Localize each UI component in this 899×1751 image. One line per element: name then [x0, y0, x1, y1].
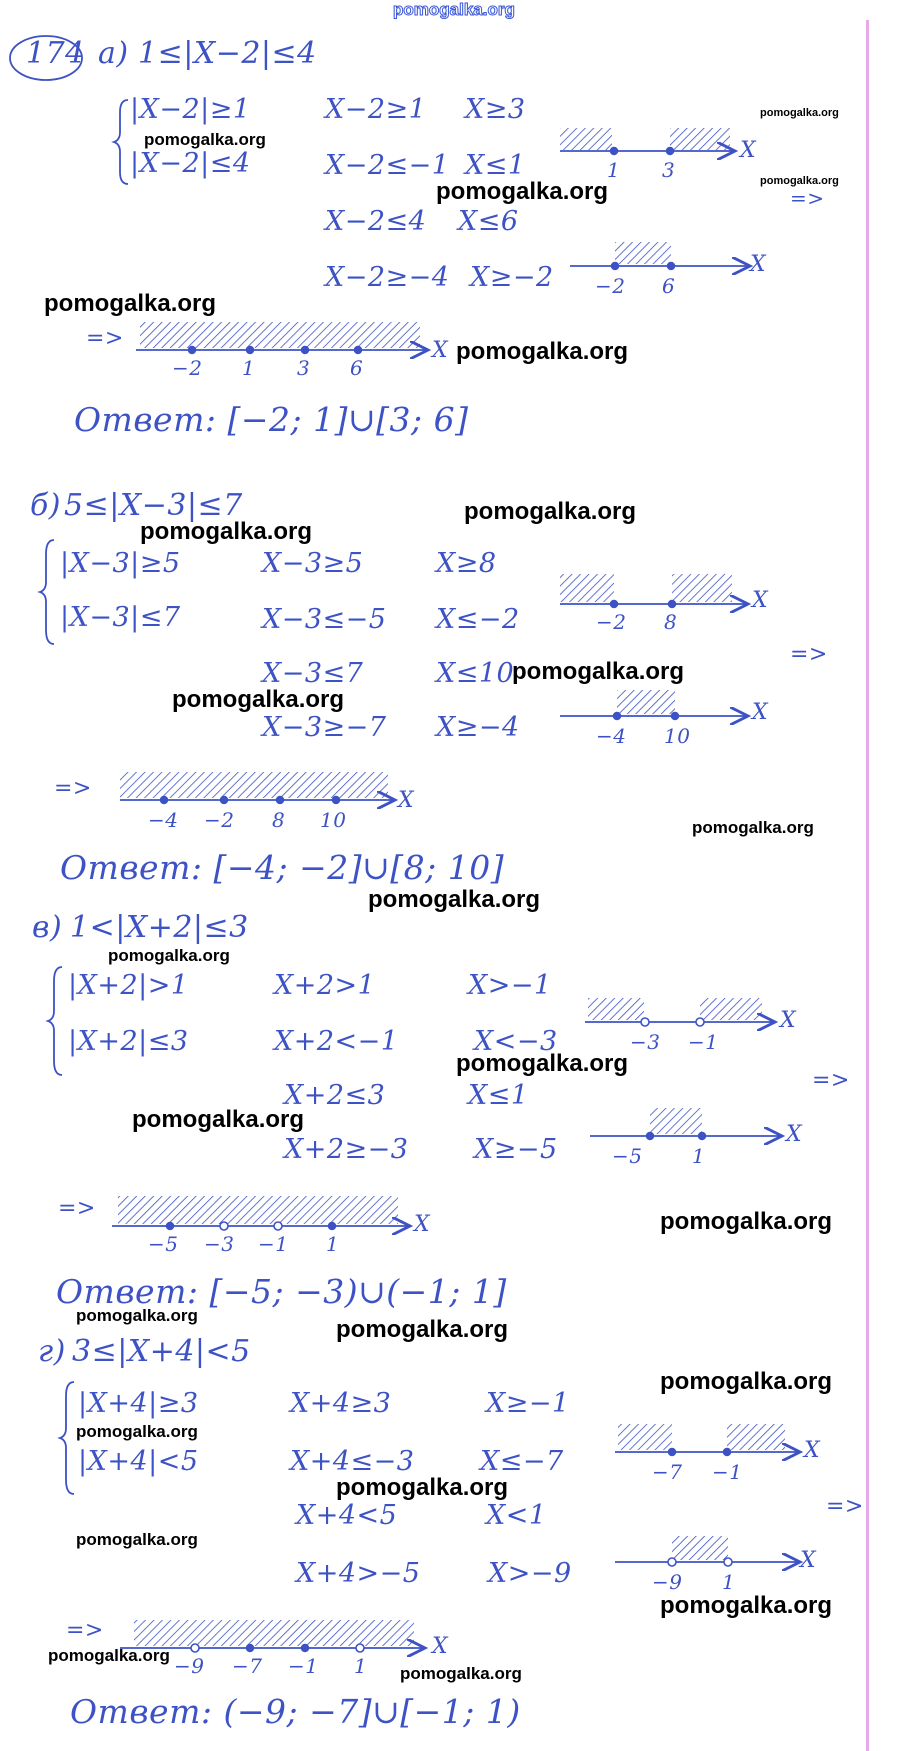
watermark: pomogalka.org	[140, 518, 313, 545]
watermark: pomogalka.org	[660, 1592, 833, 1619]
tick-label: 10	[320, 808, 347, 832]
tick-label: −1	[288, 1654, 319, 1678]
tick-label: −5	[148, 1232, 179, 1256]
part-b-label: б)	[30, 488, 62, 523]
axis-label: X	[398, 788, 415, 813]
axis-label: X	[432, 338, 449, 363]
axis-label: X	[414, 1212, 431, 1237]
tick-label: −3	[204, 1232, 235, 1256]
part-c-step-7: X+2≥−3	[284, 1134, 409, 1165]
part-b-step-3: X−3≤−5	[262, 604, 387, 635]
part-b-system-1: |X−3|≥5	[60, 548, 181, 579]
brace-d	[60, 1382, 74, 1494]
tick-label: −1	[258, 1232, 289, 1256]
tick-label: −4	[596, 724, 627, 748]
axis-label: X	[804, 1438, 821, 1463]
hatch-b-combined	[120, 772, 388, 798]
tick-label: −2	[204, 808, 235, 832]
part-d-step-2: X≥−1	[486, 1388, 570, 1419]
tick-label: −1	[688, 1030, 719, 1054]
watermark: pomogalka.org	[336, 1474, 509, 1501]
part-b-step-5: X−3≤7	[262, 658, 364, 689]
watermark: pomogalka.org	[48, 1646, 170, 1665]
tick-label: 3	[297, 356, 311, 380]
watermark: pomogalka.org	[660, 1368, 833, 1395]
part-c-step-8: X≥−5	[474, 1134, 558, 1165]
part-a-step-3: X−2≤−1	[325, 150, 450, 181]
part-c-answer: Ответ: [−5; −3)∪(−1; 1]	[56, 1272, 507, 1311]
implies-arrow: =>	[826, 1494, 864, 1519]
part-a-system-2: |X−2|≤4	[130, 148, 251, 179]
tick-label: 1	[692, 1144, 706, 1168]
watermark: pomogalka.org	[368, 886, 541, 913]
tick-label: 1	[326, 1232, 340, 1256]
tick-label: −2	[595, 274, 626, 298]
axis-label: X	[740, 138, 757, 163]
implies-arrow: =>	[66, 1618, 104, 1643]
brace-c	[48, 967, 62, 1075]
axis-label: X	[752, 588, 769, 613]
watermark: pomogalka.org	[400, 1664, 522, 1683]
site-watermark-header: pomogalka.org	[393, 0, 515, 19]
hatch-b2-mid	[617, 690, 675, 714]
part-c-label: в)	[32, 910, 63, 945]
implies-arrow: =>	[812, 1068, 850, 1093]
hatch-b1-right	[672, 574, 732, 602]
watermark: pomogalka.org	[76, 1530, 198, 1549]
axis-label: X	[750, 252, 767, 277]
tick-label: 1	[354, 1654, 368, 1678]
tick-label: −3	[630, 1030, 661, 1054]
part-b-step-6: X≤10	[436, 658, 515, 689]
tick-label: −7	[652, 1460, 683, 1484]
part-b-step-7: X−3≥−7	[262, 712, 387, 743]
hatch-a-combined	[140, 322, 420, 348]
part-d-inequality: 3≤|X+4|<5	[72, 1334, 251, 1369]
tick-label: −7	[232, 1654, 263, 1678]
part-d-step-5: X+4<5	[296, 1500, 398, 1531]
part-d-step-7: X+4>−5	[296, 1558, 421, 1589]
part-d-step-1: X+4≥3	[290, 1388, 392, 1419]
watermark: pomogalka.org	[692, 818, 814, 837]
tick-label: 10	[664, 724, 691, 748]
part-d-step-3: X+4≤−3	[290, 1446, 415, 1477]
tick-label: 8	[664, 610, 678, 634]
part-d-label: г)	[38, 1334, 66, 1369]
part-c-step-3: X+2<−1	[274, 1026, 399, 1057]
watermark: pomogalka.org	[132, 1106, 305, 1133]
part-c-step-1: X+2>1	[274, 970, 376, 1001]
tick-label: 1	[242, 356, 256, 380]
part-a-label: а)	[98, 36, 129, 71]
part-b-step-4: X≤−2	[436, 604, 520, 635]
tick-label: 1	[607, 158, 621, 182]
tick-label: −2	[596, 610, 627, 634]
part-a-step-2: X≥3	[465, 94, 526, 125]
part-c-step-5: X+2≤3	[284, 1080, 386, 1111]
hatch-c-combined	[118, 1196, 398, 1224]
part-b-step-8: X≥−4	[436, 712, 520, 743]
hatch-d2-mid	[672, 1536, 728, 1560]
part-b-answer: Ответ: [−4; −2]∪[8; 10]	[60, 848, 505, 887]
part-c-step-4: X<−3	[474, 1026, 558, 1057]
watermark: pomogalka.org	[456, 1050, 629, 1077]
tick-label: 6	[350, 356, 364, 380]
hatch-d1-right	[727, 1424, 785, 1450]
part-d-step-6: X<1	[486, 1500, 547, 1531]
tick-label: −9	[174, 1654, 205, 1678]
hatch-d-combined	[134, 1620, 414, 1646]
watermark: pomogalka.org	[172, 686, 345, 713]
part-b-step-2: X≥8	[436, 548, 497, 579]
axis-label: X	[780, 1008, 797, 1033]
part-d-step-8: X>−9	[488, 1558, 572, 1589]
axis-label: X	[800, 1548, 817, 1573]
watermark: pomogalka.org	[44, 290, 217, 317]
problem-number: 174	[26, 36, 85, 71]
implies-arrow: =>	[86, 326, 124, 351]
tick-label: −4	[148, 808, 179, 832]
tick-label: −2	[172, 356, 203, 380]
hatch-d1-left	[618, 1424, 672, 1450]
watermark: pomogalka.org	[760, 107, 839, 119]
part-a-step-6: X≤6	[458, 206, 519, 237]
watermark: pomogalka.org	[108, 946, 230, 965]
part-d-answer: Ответ: (−9; −7]∪[−1; 1)	[70, 1692, 521, 1731]
part-c-step-2: X>−1	[468, 970, 552, 1001]
axis-label: X	[786, 1122, 803, 1147]
axis-label: X	[432, 1634, 449, 1659]
part-a-inequality: 1≤|X−2|≤4	[138, 36, 317, 71]
tick-label: 1	[722, 1570, 736, 1594]
part-b-inequality: 5≤|X−3|≤7	[64, 488, 243, 523]
part-c-system-1: |X+2|>1	[68, 970, 189, 1001]
tick-label: −1	[712, 1460, 743, 1484]
hatch-c1-right	[700, 998, 762, 1020]
watermark: pomogalka.org	[436, 178, 609, 205]
implies-arrow: =>	[54, 776, 92, 801]
hatch-c1-left	[588, 998, 644, 1020]
part-b-step-1: X−3≥5	[262, 548, 364, 579]
implies-arrow: =>	[790, 186, 825, 210]
axis-label: X	[752, 700, 769, 725]
part-c-system-2: |X+2|≤3	[68, 1026, 189, 1057]
implies-arrow: =>	[790, 642, 828, 667]
part-c-inequality: 1<|X+2|≤3	[70, 910, 249, 945]
part-a-step-5: X−2≤4	[325, 206, 427, 237]
brace-b	[40, 540, 54, 644]
watermark: pomogalka.org	[660, 1208, 833, 1235]
tick-label: −9	[652, 1570, 683, 1594]
watermark: pomogalka.org	[144, 130, 266, 149]
watermark: pomogalka.org	[456, 338, 629, 365]
part-c-step-6: X≤1	[468, 1080, 529, 1111]
hatch-a1-right	[670, 128, 730, 150]
tick-label: −5	[612, 1144, 643, 1168]
watermark: pomogalka.org	[76, 1306, 198, 1325]
part-a-system-1: |X−2|≥1	[130, 94, 251, 125]
part-a-step-7: X−2≥−4	[325, 262, 450, 293]
hatch-a1-left	[560, 128, 612, 150]
watermark: pomogalka.org	[464, 498, 637, 525]
watermark: pomogalka.org	[76, 1422, 198, 1441]
watermark: pomogalka.org	[336, 1316, 509, 1343]
part-d-system-1: |X+4|≥3	[78, 1388, 199, 1419]
part-a-step-1: X−2≥1	[325, 94, 427, 125]
part-b-system-2: |X−3|≤7	[60, 602, 181, 633]
hatch-b1-left	[560, 574, 614, 602]
watermark: pomogalka.org	[512, 658, 685, 685]
hatch-c2-mid	[650, 1108, 702, 1134]
part-a-step-8: X≥−2	[470, 262, 554, 293]
part-d-step-4: X≤−7	[480, 1446, 564, 1477]
tick-label: 6	[662, 274, 676, 298]
implies-arrow: =>	[58, 1196, 96, 1221]
tick-label: 8	[272, 808, 286, 832]
part-a-step-4: X≤1	[465, 150, 526, 181]
part-a-answer: Ответ: [−2; 1]∪[3; 6]	[74, 400, 469, 439]
watermark: pomogalka.org	[760, 175, 839, 187]
brace-a	[114, 100, 128, 184]
hatch-a2-mid	[615, 242, 671, 264]
part-d-system-2: |X+4|<5	[78, 1446, 199, 1477]
tick-label: 3	[662, 158, 676, 182]
